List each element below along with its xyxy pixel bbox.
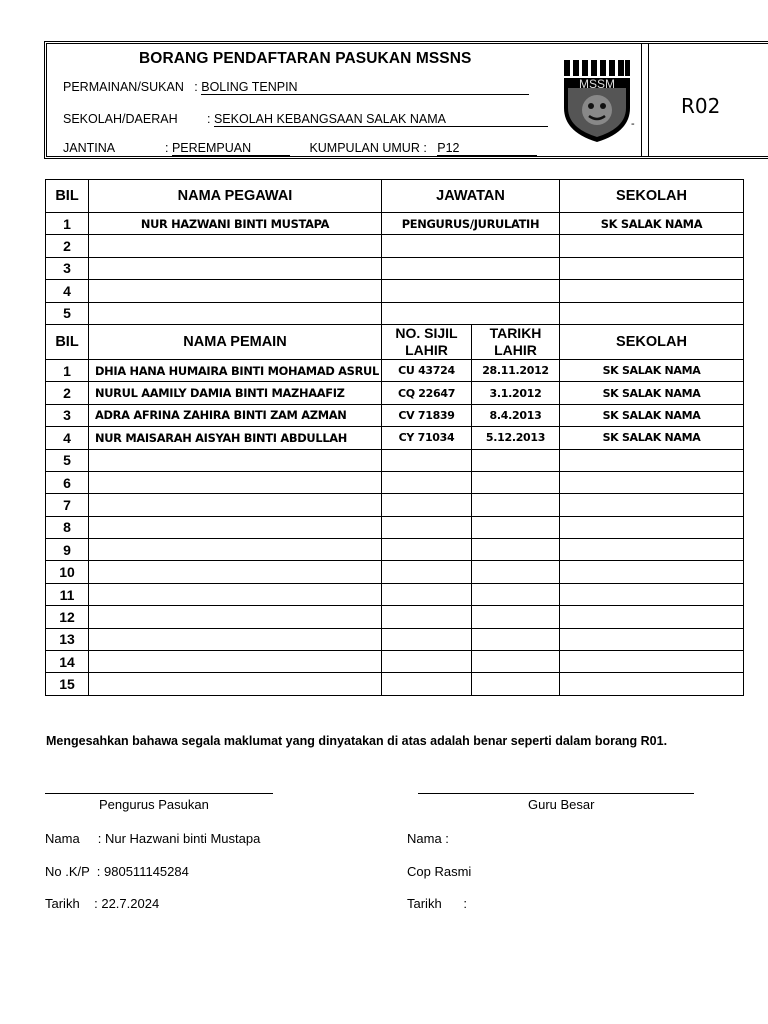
player-name-cell[interactable] [89,628,382,650]
player-school-cell[interactable] [560,539,744,561]
player-school-cell[interactable]: SK SALAK NAMA [560,427,744,449]
col-sekolah: SEKOLAH [560,324,744,359]
player-row [46,516,744,538]
sport-label: PERMAINAN/SUKAN [63,80,184,94]
col-no-sijil-lahir: NO. SIJIL LAHIR [382,324,472,359]
birth-date-cell[interactable] [472,583,560,605]
mssm-logo-icon [561,58,633,144]
col-jawatan: JAWATAN [382,180,560,213]
row-number: 10 [46,561,89,583]
player-row [46,539,744,561]
birth-cert-cell[interactable] [382,471,472,493]
row-number: 2 [46,235,89,257]
player-name-cell[interactable] [89,583,382,605]
headmaster-signature-line[interactable] [418,793,694,794]
player-school-cell[interactable] [560,516,744,538]
official-row [46,280,744,302]
row-number: 9 [46,539,89,561]
age-field[interactable]: P12 [437,141,537,156]
col-sekolah: SEKOLAH [560,180,744,213]
birth-date-cell[interactable] [472,471,560,493]
player-school-cell[interactable] [560,628,744,650]
player-school-cell[interactable] [560,561,744,583]
player-school-cell[interactable] [560,449,744,471]
col-bil: BIL [46,324,89,359]
player-row [46,359,744,381]
header-divider [641,44,649,156]
player-name-cell[interactable] [89,539,382,561]
headmaster-name: Nama : [407,831,449,846]
player-row [46,427,744,449]
manager-signature-line[interactable] [45,793,273,794]
row-number: 12 [46,606,89,628]
birth-cert-cell[interactable]: CY 71034 [382,427,472,449]
birth-cert-cell[interactable] [382,651,472,673]
player-school-cell[interactable]: SK SALAK NAMA [560,404,744,426]
official-position-cell[interactable]: PENGURUS/JURULATIH [382,213,560,235]
player-school-cell[interactable] [560,471,744,493]
player-name-cell[interactable]: NUR MAISARAH AISYAH BINTI ABDULLAH [89,427,382,449]
official-school-cell[interactable] [560,302,744,324]
row-number: 14 [46,651,89,673]
sport-field[interactable]: BOLING TENPIN [201,80,529,95]
player-name-cell[interactable] [89,494,382,516]
school-field[interactable]: SEKOLAH KEBANGSAAN SALAK NAMA [214,112,548,127]
birth-date-cell[interactable]: 3.1.2012 [472,382,560,404]
form-code: R02 [681,94,721,118]
row-number: 1 [46,213,89,235]
player-row [46,471,744,493]
officials-header-row [46,180,744,213]
school-label: SEKOLAH/DAERAH [63,112,178,126]
player-name-cell[interactable] [89,673,382,695]
birth-date-cell[interactable] [472,606,560,628]
col-tarikh-lahir: TARIKH LAHIR [472,324,560,359]
birth-cert-cell[interactable] [382,516,472,538]
player-school-cell[interactable] [560,651,744,673]
official-school-cell[interactable] [560,257,744,279]
row-number: 15 [46,673,89,695]
player-name-cell[interactable] [89,471,382,493]
official-position-cell[interactable] [382,302,560,324]
official-school-cell[interactable] [560,235,744,257]
row-number: 6 [46,471,89,493]
official-school-cell[interactable]: SK SALAK NAMA [560,213,744,235]
headmaster-title: Guru Besar [528,797,595,812]
registration-table [45,179,744,696]
form-header [44,41,768,159]
row-number: 5 [46,302,89,324]
player-name-cell[interactable] [89,606,382,628]
school-row: SEKOLAH/DAERAH : SEKOLAH KEBANGSAAN SALAK NAMA [63,112,548,127]
birth-cert-cell[interactable] [382,606,472,628]
gender-row: JANTINA : PEREMPUAN KUMPULAN UMUR : P12 [63,141,537,156]
manager-date: Tarikh : 22.7.2024 [45,896,160,911]
birth-date-cell[interactable] [472,651,560,673]
official-row [46,257,744,279]
player-row [46,606,744,628]
row-number: 5 [46,449,89,471]
official-position-cell[interactable] [382,235,560,257]
row-number: 3 [46,257,89,279]
player-name-cell[interactable] [89,516,382,538]
birth-cert-cell[interactable] [382,494,472,516]
player-name-cell[interactable] [89,561,382,583]
headmaster-date: Tarikh : [407,896,467,911]
players-header-row [46,324,744,359]
player-row [46,561,744,583]
birth-cert-cell[interactable]: CV 71839 [382,404,472,426]
player-row [46,404,744,426]
official-row [46,302,744,324]
birth-cert-cell[interactable] [382,561,472,583]
official-row [46,235,744,257]
sport-row: PERMAINAN/SUKAN : BOLING TENPIN [63,80,529,95]
player-school-cell[interactable] [560,673,744,695]
birth-date-cell[interactable] [472,494,560,516]
row-number: 4 [46,427,89,449]
col-bil: BIL [46,180,89,213]
birth-cert-cell[interactable] [382,583,472,605]
player-school-cell[interactable]: SK SALAK NAMA [560,359,744,381]
form-title: BORANG PENDAFTARAN PASUKAN MSSNS [139,50,472,67]
gender-label: JANTINA [63,141,116,155]
birth-date-cell[interactable] [472,539,560,561]
birth-cert-cell[interactable] [382,449,472,471]
official-position-cell[interactable] [382,257,560,279]
birth-date-cell[interactable] [472,673,560,695]
player-school-cell[interactable]: SK SALAK NAMA [560,382,744,404]
official-name-cell[interactable]: NUR HAZWANI BINTI MUSTAPA [89,213,382,235]
gender-field[interactable]: PEREMPUAN [172,141,290,156]
birth-date-cell[interactable]: 5.12.2013 [472,427,560,449]
player-row [46,494,744,516]
official-stamp: Cop Rasmi [407,864,472,879]
manager-title: Pengurus Pasukan [99,797,209,812]
official-row [46,213,744,235]
birth-cert-cell[interactable] [382,539,472,561]
manager-name: Nama : Nur Hazwani binti Mustapa [45,831,261,846]
player-school-cell[interactable] [560,583,744,605]
official-school-cell[interactable] [560,280,744,302]
official-name-cell[interactable] [89,280,382,302]
birth-date-cell[interactable]: 28.11.2012 [472,359,560,381]
player-name-cell[interactable]: DHIA HANA HUMAIRA BINTI MOHAMAD ASRUL [89,359,382,381]
player-row [46,651,744,673]
birth-date-cell[interactable] [472,628,560,650]
official-position-cell[interactable] [382,280,560,302]
birth-cert-cell[interactable]: CU 43724 [382,359,472,381]
row-number: 8 [46,516,89,538]
birth-date-cell[interactable] [472,561,560,583]
birth-date-cell[interactable]: 8.4.2013 [472,404,560,426]
birth-cert-cell[interactable]: CQ 22647 [382,382,472,404]
player-name-cell[interactable] [89,651,382,673]
player-name-cell[interactable]: ADRA AFRINA ZAHIRA BINTI ZAM AZMAN [89,404,382,426]
player-row [46,382,744,404]
confirmation-text: Mengesahkan bahawa segala maklumat yang dinyatakan di atas adalah benar seperti dalam borang R01. [46,734,668,748]
row-number: 3 [46,404,89,426]
birth-date-cell[interactable] [472,516,560,538]
player-row [46,628,744,650]
col-nama-pemain: NAMA PEMAIN [89,324,382,359]
age-label: KUMPULAN UMUR : [309,141,427,155]
player-row [46,673,744,695]
col-nama-pegawai: NAMA PEGAWAI [89,180,382,213]
player-name-cell[interactable] [89,449,382,471]
row-number: 11 [46,583,89,605]
player-row [46,583,744,605]
player-school-cell[interactable] [560,494,744,516]
birth-cert-cell[interactable] [382,628,472,650]
player-row [46,449,744,471]
dash-mark: - [631,118,635,130]
row-number: 1 [46,359,89,381]
row-number: 2 [46,382,89,404]
logo-text: MSSM [579,77,615,91]
row-number: 13 [46,628,89,650]
player-school-cell[interactable] [560,606,744,628]
official-name-cell[interactable] [89,235,382,257]
official-name-cell[interactable] [89,257,382,279]
player-name-cell[interactable]: NURUL AAMILY DAMIA BINTI MAZHAAFIZ [89,382,382,404]
official-name-cell[interactable] [89,302,382,324]
row-number: 4 [46,280,89,302]
manager-ic: No .K/P : 980511145284 [45,864,189,879]
birth-cert-cell[interactable] [382,673,472,695]
birth-date-cell[interactable] [472,449,560,471]
row-number: 7 [46,494,89,516]
